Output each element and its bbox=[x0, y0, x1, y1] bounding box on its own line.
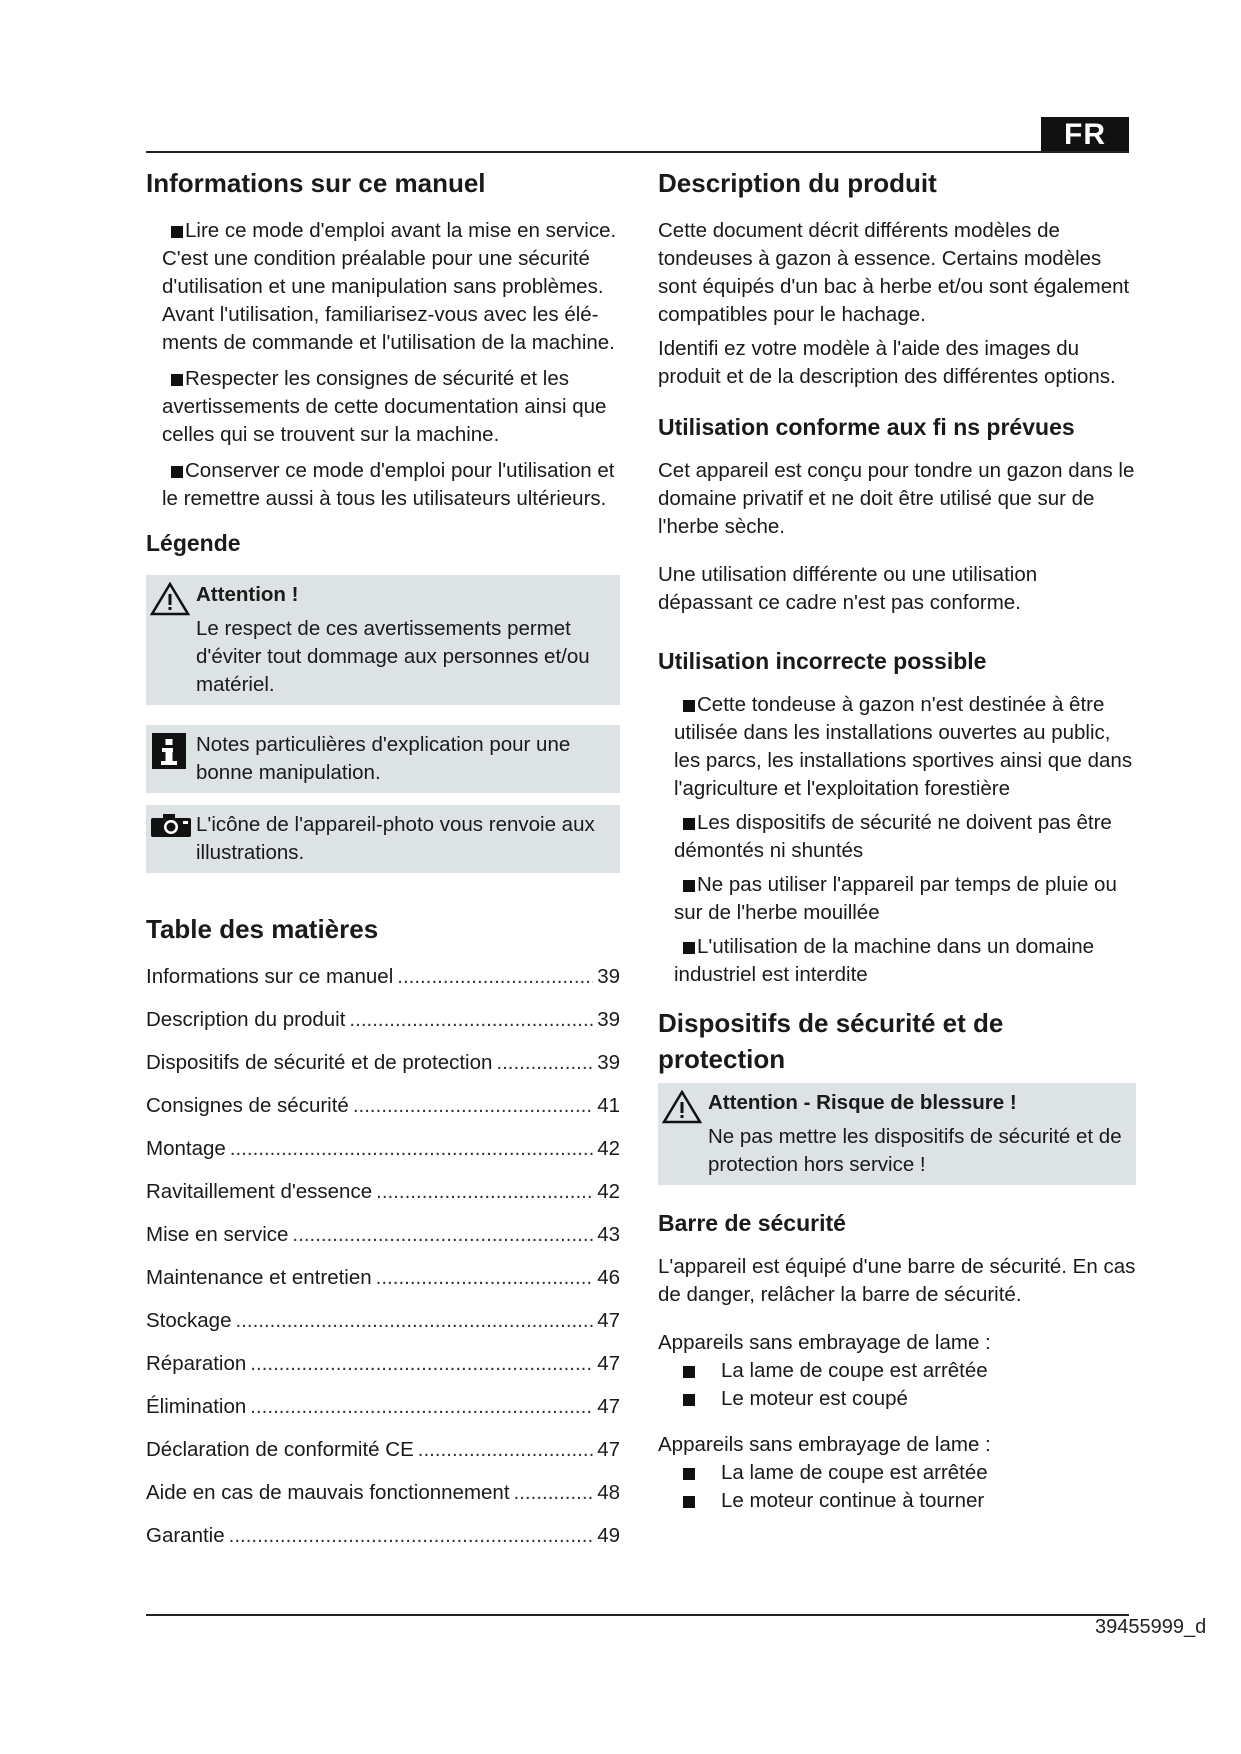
list-item bbox=[658, 809, 1136, 865]
toc-entry-label: Maintenance et entretien bbox=[146, 1266, 372, 1289]
toc-page-number: 43 bbox=[597, 1223, 620, 1246]
toc-leader-dots bbox=[349, 1006, 593, 1034]
list-item bbox=[658, 871, 1136, 927]
bullet-square-icon bbox=[683, 880, 695, 892]
toc-page-number: 47 bbox=[597, 1309, 620, 1332]
toc-leader-dots bbox=[496, 1049, 593, 1077]
camera-note-text: L'icône de l'appareil-photo vous renvoie aux illustrations. bbox=[196, 813, 595, 864]
group-title: Appareils sans embrayage de lame : bbox=[658, 1331, 991, 1354]
usage-title: Utilisation conforme aux fi ns prévues bbox=[658, 414, 1075, 440]
toc-page-number: 39 bbox=[597, 1051, 620, 1074]
toc-title: Table des matières bbox=[146, 914, 379, 944]
toc-page-number: 48 bbox=[597, 1481, 620, 1504]
safety-attention-title: Attention - Risque de blessure ! bbox=[708, 1091, 1017, 1114]
toc-leader-dots bbox=[229, 1522, 594, 1550]
document-id: 39455999_d bbox=[1095, 1616, 1207, 1638]
toc-row[interactable] bbox=[146, 1479, 620, 1522]
toc-page-number: 47 bbox=[597, 1395, 620, 1418]
list-item-text: Le moteur est coupé bbox=[721, 1387, 908, 1410]
list-item-text: Les dispositifs de sécurité ne doivent pas être démontés ni shuntés bbox=[674, 811, 1112, 862]
toc-row[interactable] bbox=[146, 1006, 620, 1049]
toc-leader-dots bbox=[353, 1092, 593, 1120]
info-note-text: Notes particulières d'explication pour une bonne manipulation. bbox=[196, 733, 571, 784]
description-title: Description du produit bbox=[658, 168, 937, 198]
toc-entry-label: Réparation bbox=[146, 1352, 247, 1375]
toc-entry-label: Consignes de sécurité bbox=[146, 1094, 349, 1117]
header-rule bbox=[146, 151, 1129, 153]
camera-note bbox=[146, 805, 620, 873]
info-bullet-list bbox=[146, 217, 620, 513]
usage-paragraph: Une utilisation différente ou une utilisation dépassant ce cadre n'est pas conforme. bbox=[658, 563, 1038, 614]
toc-row[interactable] bbox=[146, 963, 620, 1006]
toc-leader-dots bbox=[514, 1479, 594, 1507]
language-badge: FR bbox=[1041, 117, 1129, 153]
toc-entry-label: Montage bbox=[146, 1137, 226, 1160]
toc-row[interactable] bbox=[146, 1135, 620, 1178]
list-item bbox=[146, 217, 620, 357]
info-icon bbox=[150, 731, 188, 776]
toc-entry-label: Ravitaillement d'essence bbox=[146, 1180, 373, 1203]
list-item-text: La lame de coupe est arrêtée bbox=[721, 1461, 988, 1484]
group-title: Appareils sans embrayage de lame : bbox=[658, 1433, 991, 1456]
toc-row[interactable] bbox=[146, 1307, 620, 1350]
toc-list bbox=[146, 963, 620, 1565]
toc-row[interactable] bbox=[146, 1092, 620, 1135]
toc-entry-label: Stockage bbox=[146, 1309, 232, 1332]
toc-leader-dots bbox=[250, 1350, 593, 1378]
list-item bbox=[146, 365, 620, 449]
toc-entry-label: Dispositifs de sécurité et de protection bbox=[146, 1051, 493, 1074]
info-note bbox=[146, 725, 620, 793]
toc-page-number: 39 bbox=[597, 965, 620, 988]
info-section-title: Informations sur ce manuel bbox=[146, 168, 486, 198]
attention-title: Attention ! bbox=[196, 583, 299, 606]
toc-leader-dots bbox=[418, 1436, 593, 1464]
attention-note bbox=[146, 575, 620, 705]
safety-attention-body: Ne pas mettre les dispositifs de sécurité et de protection hors service ! bbox=[708, 1125, 1122, 1176]
safety-devices-title: Dispositifs de sécurité et de protection bbox=[658, 1008, 1004, 1074]
toc-leader-dots bbox=[376, 1178, 593, 1206]
attention-body: Le respect de ces avertissements permet d'éviter tout dommage aux personnes et/ou matériel. bbox=[196, 617, 590, 696]
group-list bbox=[658, 1459, 1136, 1515]
bullet-square-icon bbox=[683, 942, 695, 954]
toc-row[interactable] bbox=[146, 1264, 620, 1307]
toc-row[interactable] bbox=[146, 1178, 620, 1221]
toc-row[interactable] bbox=[146, 1522, 620, 1565]
list-item bbox=[658, 933, 1136, 989]
toc-page-number: 39 bbox=[597, 1008, 620, 1031]
list-item-text: La lame de coupe est arrêtée bbox=[721, 1359, 988, 1382]
bullet-square-icon bbox=[171, 374, 183, 386]
toc-entry-label: Description du produit bbox=[146, 1008, 346, 1031]
list-item bbox=[658, 1487, 1136, 1515]
footer-rule bbox=[146, 1614, 1129, 1616]
toc-page-number: 47 bbox=[597, 1438, 620, 1461]
bullet-square-icon bbox=[683, 700, 695, 712]
bullet-square-icon bbox=[683, 1394, 695, 1406]
list-item bbox=[658, 691, 1136, 803]
toc-page-number: 47 bbox=[597, 1352, 620, 1375]
left-column bbox=[146, 165, 620, 1565]
toc-entry-label: Élimination bbox=[146, 1395, 247, 1418]
toc-entry-label: Aide en cas de mauvais fonctionnement bbox=[146, 1481, 510, 1504]
camera-icon bbox=[150, 811, 192, 844]
usage-paragraph: Cet appareil est conçu pour tondre un gazon dans le domaine privatif et ne doit être utilisé que sur de l'herbe sèche. bbox=[658, 459, 1135, 538]
toc-row[interactable] bbox=[146, 1350, 620, 1393]
group-list bbox=[658, 1357, 1136, 1413]
list-item-text: Respecter les consignes de sécurité et les avertissements de cette documentation ainsi que celles qui se trouvent sur la machine. bbox=[162, 367, 607, 446]
toc-leader-dots bbox=[235, 1307, 593, 1335]
warning-triangle-icon bbox=[150, 581, 190, 622]
toc-entry-label: Mise en service bbox=[146, 1223, 289, 1246]
toc-page-number: 46 bbox=[597, 1266, 620, 1289]
toc-row[interactable] bbox=[146, 1049, 620, 1092]
misuse-title: Utilisation incorrecte possible bbox=[658, 648, 987, 674]
list-item-text: Cette tondeuse à gazon n'est destinée à être utilisée dans les installations ouvertes au public, les parcs, les installations sportives ainsi que dans l'agriculture et l'exploitation forestière bbox=[674, 693, 1133, 800]
toc-leader-dots bbox=[230, 1135, 593, 1163]
list-item-text: L'utilisation de la machine dans un domaine industriel est interdite bbox=[674, 935, 1095, 986]
warning-triangle-icon bbox=[662, 1089, 702, 1130]
toc-leader-dots bbox=[250, 1393, 593, 1421]
description-paragraph: Identifi ez votre modèle à l'aide des images du produit et de la description des différentes options. bbox=[658, 337, 1116, 388]
list-item-text: Le moteur continue à tourner bbox=[721, 1489, 985, 1512]
bullet-square-icon bbox=[171, 466, 183, 478]
toc-entry-label: Informations sur ce manuel bbox=[146, 965, 394, 988]
safety-bar-paragraph: L'appareil est équipé d'une barre de sécurité. En cas de danger, relâcher la barre de sécurité. bbox=[658, 1255, 1136, 1306]
list-item bbox=[658, 1357, 1136, 1385]
right-column bbox=[658, 165, 1136, 1515]
misuse-bullet-list bbox=[658, 691, 1136, 989]
toc-row[interactable] bbox=[146, 1221, 620, 1264]
toc-entry-label: Déclaration de conformité CE bbox=[146, 1438, 414, 1461]
list-item bbox=[658, 1385, 1136, 1413]
description-paragraph: Cette document décrit différents modèles de tondeuses à gazon à essence. Certains modèles sont équipés d'un bac à herbe et/ou sont également compatibles pour le hachage. bbox=[658, 219, 1130, 326]
toc-page-number: 49 bbox=[597, 1524, 620, 1547]
toc-leader-dots bbox=[292, 1221, 593, 1249]
list-item-text: Conserver ce mode d'emploi pour l'utilisation et le remettre aussi à tous les utilisateurs ultérieurs. bbox=[162, 459, 615, 510]
legend-title: Légende bbox=[146, 530, 241, 556]
safety-attention-note bbox=[658, 1083, 1136, 1185]
list-item-text: Ne pas utiliser l'appareil par temps de pluie ou sur de l'herbe mouillée bbox=[674, 873, 1117, 924]
bullet-square-icon bbox=[171, 226, 183, 238]
toc-row[interactable] bbox=[146, 1393, 620, 1436]
safety-bar-title: Barre de sécurité bbox=[658, 1210, 846, 1236]
bullet-square-icon bbox=[683, 1496, 695, 1508]
toc-page-number: 42 bbox=[597, 1137, 620, 1160]
list-item bbox=[658, 1459, 1136, 1487]
toc-page-number: 41 bbox=[597, 1094, 620, 1117]
bullet-square-icon bbox=[683, 1468, 695, 1480]
toc-entry-label: Garantie bbox=[146, 1524, 225, 1547]
list-item bbox=[146, 457, 620, 513]
toc-row[interactable] bbox=[146, 1436, 620, 1479]
bullet-square-icon bbox=[683, 1366, 695, 1378]
toc-leader-dots bbox=[376, 1264, 594, 1292]
toc-leader-dots bbox=[397, 963, 593, 991]
list-item-text: Lire ce mode d'emploi avant la mise en service. C'est une condition préalable pour une sécurité d'utilisation et une manipulation sans problèmes. Avant l'utilisation, familiarisez-vous avec les élé-ments de commande et l'utilisation de la machine. bbox=[162, 219, 617, 354]
bullet-square-icon bbox=[683, 818, 695, 830]
toc-page-number: 42 bbox=[597, 1180, 620, 1203]
